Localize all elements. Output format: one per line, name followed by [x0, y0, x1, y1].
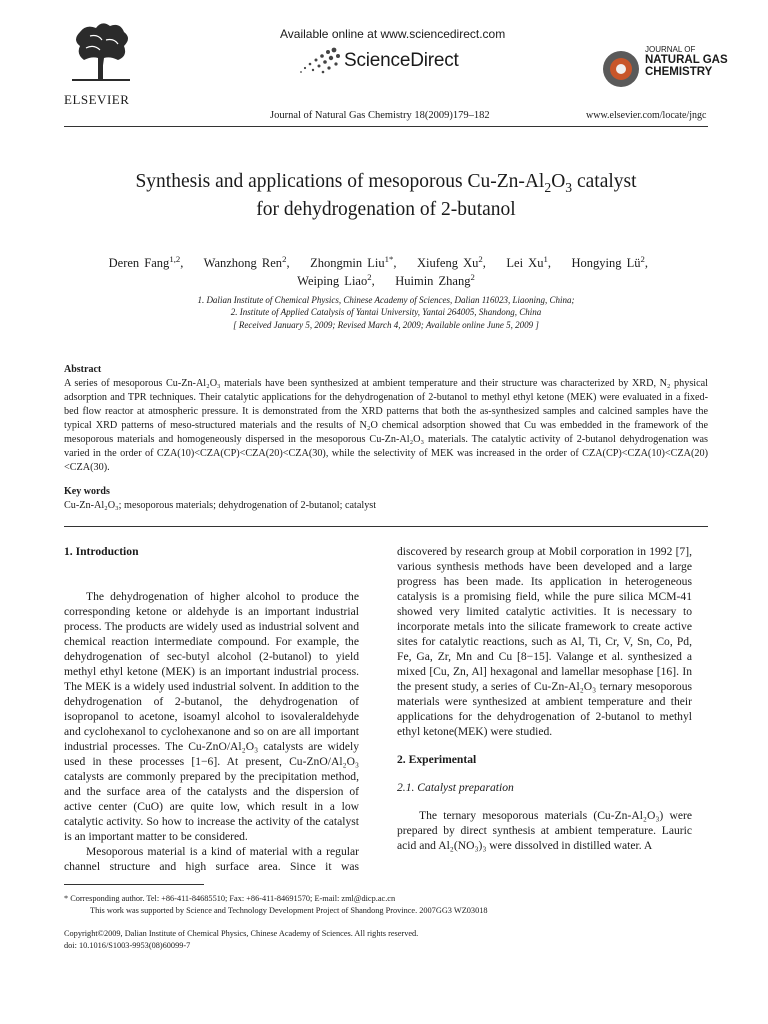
journal-name-line2: CHEMISTRY: [645, 66, 713, 79]
sciencedirect-logo: [298, 46, 459, 76]
author-name: Hongying Lü: [571, 256, 641, 270]
keywords-heading: Key words: [64, 486, 110, 497]
subsection-heading-catalyst-preparation: 2.1. Catalyst preparation: [397, 781, 514, 794]
journal-logo-title: [645, 46, 728, 79]
intro-paragraph-1: The dehydrogenation of higher alcohol to produce the corresponding ketone or aldehyde is an important industrial process. The products are widely used as industrial solvent and chemical reaction intermediate compound. For example, the dehydrogenation of sec-butyl alcohol (2-butanol) to yield methyl ethyl ketone (MEK) is an important industrial process. The MEK is a widely used industrial solvent. In addition to the dehydrogenation of 2-butanol, the dehydrogenation of isopropanol to acetone, isoamyl alcohol to isovaleraldehyde and cyclohexanol to cyclohexanone and so on are all important industrial processes. The Cu-ZnO/Al₂O₃ catalysts are widely used in these processes [1−6]. At present, Cu-ZnO/Al₂O₃ catalysts are commonly prepared by the precipitation method, and the surface area of the catalysts and the dispersion of active center (CuO) are quite low, which result in a low catalytic activity. So how to increase the activity of the catalyst is an important matter to be considered.: [64, 590, 359, 843]
footnotes: [64, 893, 708, 917]
title-part: O: [551, 171, 566, 192]
author-affiliation-mark: 2: [470, 271, 475, 282]
author-name: Wanzhong Ren: [203, 256, 283, 270]
intro-paragraph-2: [64, 844, 359, 874]
title-subscript: 3: [565, 179, 573, 195]
journal-reference: Journal of Natural Gas Chemistry 18(2009)179–182: [270, 110, 490, 121]
column-right: [397, 544, 692, 853]
author-name: Zhongmin Liu: [310, 256, 385, 270]
intro-paragraph-2-text: Mesoporous material is a kind of material with a regular channel structure and high surface area. Since it was: [64, 845, 359, 873]
header-divider: [64, 126, 708, 127]
author-affiliation-mark: 2: [282, 253, 287, 264]
author-affiliation-mark: 2: [640, 253, 645, 264]
section-heading-experimental: 2. Experimental: [397, 753, 477, 766]
sciencedirect-dots-icon: [298, 46, 342, 76]
abstract-heading: Abstract: [64, 364, 102, 375]
keywords-text: Cu-Zn-Al₂O₃; mesoporous materials; dehydrogenation of 2-butanol; catalyst: [64, 500, 377, 511]
author-name: Deren Fang: [108, 256, 170, 270]
journal-name: [645, 54, 728, 78]
journal-of-label: JOURNAL OF: [645, 45, 696, 54]
footnote-divider: [64, 884, 204, 885]
intro-paragraph-2-shift: [397, 544, 692, 739]
title-subscript: 2: [544, 179, 552, 195]
experimental-paragraph-1: The ternary mesoporous materials (Cu-Zn-Al₂O₃) were prepared by direct synthesis at ambient temperature. Lauric acid and Al₂(NO₃)₃ were dissolved in distilled water. A: [397, 809, 692, 852]
author-name: Lei Xu: [506, 256, 544, 270]
available-online-text: Available online at www.sciencedirect.com: [280, 27, 506, 41]
author-name: Huimin Zhang: [395, 274, 471, 288]
author-affiliation-mark: 1: [543, 253, 548, 264]
received-dates: [ Received January 5, 2009; Revised March 4, 2009; Available online June 5, 2009 ]: [233, 320, 539, 330]
title-part: Synthesis and applications of mesoporous Cu-Zn-Al: [135, 171, 545, 192]
title-part: catalyst: [572, 171, 637, 192]
affiliation-2: 2. Institute of Applied Catalysis of Yantai University, Yantai 264005, Shandong, China: [230, 307, 542, 317]
author-name: Weiping Liao: [297, 274, 368, 288]
journal-url: www.elsevier.com/locate/jngc: [586, 110, 707, 121]
title-line2: for dehydrogenation of 2-butanol: [256, 199, 516, 220]
copyright-block: [64, 928, 708, 952]
author-affiliation-mark: 1,2: [169, 253, 181, 264]
author-affiliation-mark: 2: [367, 271, 372, 282]
abstract-divider: [64, 526, 708, 527]
corresponding-author-note: * Corresponding author. Tel: +86-411-84685510; Fax: +86-411-84691570; E-mail: zml@dicp.ac.cn: [64, 894, 396, 903]
publisher-name: ELSEVIER: [64, 92, 130, 107]
author-affiliation-mark: 1*: [384, 253, 394, 264]
affiliation-1: 1. Dalian Institute of Chemical Physics, Chinese Academy of Sciences, Dalian 116023, Liaoning, China;: [197, 295, 575, 305]
author-list: Deren Fang$^{1,2}$, Wanzhong Ren$^2$, Zhongmin Liu$^{1*}$, Xiufeng Xu$^2$, Lei Xu$^1$, Hongying $Lü^2$, Weiping Liao$^2$, Huimin Zhang$^2$: [108, 253, 664, 288]
intro-paragraph-2-continued: [397, 544, 692, 739]
funding-note: This work was supported by Science and Technology Development Project of Shandong Province. 2007GG3 WZ03018: [90, 906, 488, 915]
sciencedirect-wordmark: ScienceDirect: [344, 50, 459, 71]
author-name: Xiufeng Xu: [417, 256, 479, 270]
column-left: [64, 544, 359, 874]
doi-text: doi: 10.1016/S1003-9953(08)60099-7: [64, 941, 191, 950]
abstract-text: A series of mesoporous Cu-Zn-Al₂O₃ materials have been synthesized at ambient temperature and their structure was characterized by XRD, N₂ physical adsorption and TPR techniques. Their catalytic applications for the dehydrogenation of 2-butanol to methyl ethyl ketone (MEK) were evaluated in a fixed-bed flow reactor at atmospheric pressure. It is demonstrated from the XRD patterns that both the as-synthesized samples and calcined samples have the typical XRD patterns of meso-structured materials and the results of N₂O chemical adsorption showed that Cu was embedded in the framework of the mesoporous materials and homogeneously dispersed in the mesoporous Cu-Zn-Al₂O₃ materials. The catalytic activity of 2-butanol dehydrogenation was varied in the order of CZA(10)<CZA(CP)<CZA(20)<CZA(30), while the selectivity of MEK was increased in the order of CZA(CP)<CZA(10)<CZA(20)<CZA(30).: [64, 378, 708, 473]
intro-paragraph-2-text-cont: discovered by research group at Mobil corporation in 1992 [7], various synthesis methods have been developed and a large progress has been made. Its application in heterogeneous catalysis is a promising field, while the pure silica MCM-41 showed very limited catalytic activities. It is necessary to incorporate metals into the silicate framework to create active sites for catalytic reactions, such as Al, Ti, Cr, V, Sn, Co, Pd, Fe, Ga, Zr, Mn and Cu [8−15]. Valange et al. synthesized a mixed [Cu, Zn, Al] hexagonal and lamellar mesophase [16]. In the present study, a series of Cu-Zn-Al₂O₃ ternary mesoporous materials were synthesized at ambient temperature and their applications for the dehydrogenation of 2-butanol to methyl ethyl ketone(MEK) were studied.: [397, 545, 692, 738]
article-title: [64, 168, 708, 224]
elsevier-tree-logo: [62, 18, 140, 84]
affiliations: [64, 294, 708, 318]
journal-name-line1: NATURAL GAS: [645, 54, 728, 67]
journal-emblem-icon: [602, 50, 640, 88]
author-affiliation-mark: 2: [478, 253, 483, 264]
copyright-text: Copyright©2009, Dalian Institute of Chemical Physics, Chinese Academy of Sciences. All rights reserved.: [64, 929, 419, 938]
section-heading-introduction: 1. Introduction: [64, 545, 139, 558]
